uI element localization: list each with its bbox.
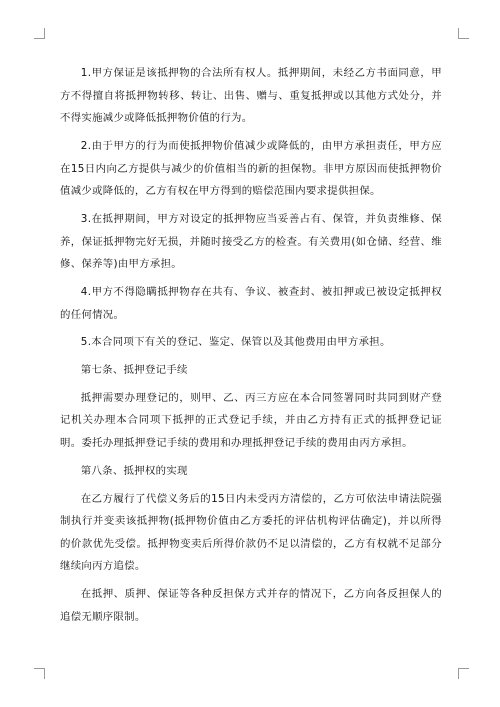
clause-3: 3.在抵押期间，甲方对设定的抵押物应当妥善占有、保管，并负责维修、保养，保证抵押物完好无损，并随时接受乙方的检查。有关费用(如仓储、经营、维修、保养等)由甲方承担。	[60, 212, 442, 271]
document-body	[60, 62, 442, 634]
clause-2: 2.由于甲方的行为而使抵押物价值减少或降低的，由甲方承担责任，甲方应在15日内向乙方提供与减少的价值相当的新的担保物。非甲方原因而使抵押物价值减少或降低的，乙方有权在甲方得到的赔偿范围内要求提供担保。	[60, 139, 442, 198]
article-8-heading: 第八条、抵押权的实现	[80, 464, 188, 477]
article-8-body-2: 在抵押、质押、保证等各种反担保方式并存的情况下，乙方向各反担保人的追偿无顺序限制。	[60, 588, 442, 623]
crop-mark-bottom-left	[34, 668, 45, 679]
clause-5: 5.本合同项下有关的登记、鉴定、保管以及其他费用由甲方承担。	[80, 336, 391, 349]
clause-4: 4.甲方不得隐瞒抵押物存在共有、争议、被查封、被扣押或已被设定抵押权的任何情况。	[60, 285, 442, 321]
article-7-body: 抵押需要办理登记的，则甲、乙、丙三方应在本合同签署同时共同到财产登记机关办理本合同项下抵押的正式登记手续，并由乙方持有正式的抵押登记证明。委托办理抵押登记手续的费用和办理抵押登记手续的费用由丙方承担。	[60, 391, 442, 450]
crop-mark-bottom-right	[458, 668, 469, 679]
crop-mark-top-right	[458, 28, 469, 39]
article-8-body: 在乙方履行了代偿义务后的15日内未受丙方清偿的，乙方可依法申请法院强制执行并变卖该抵押物(抵押物价值由乙方委托的评估机构评估确定)，并以所得的价款优先受偿。抵押物变卖后所得价款仍不足以清偿的，乙方有权就不足部分继续向丙方追偿。	[60, 492, 442, 573]
crop-mark-top-left	[34, 28, 45, 39]
article-7-heading: 第七条、抵押登记手续	[80, 364, 188, 377]
clause-1: 1.甲方保证是该抵押物的合法所有权人。抵押期间，未经乙方书面同意，甲方不得擅自将抵押物转移、转让、出售、赠与、重复抵押或以其他方式处分，并不得实施减少或降低抵押物价值的行为。	[60, 67, 442, 125]
